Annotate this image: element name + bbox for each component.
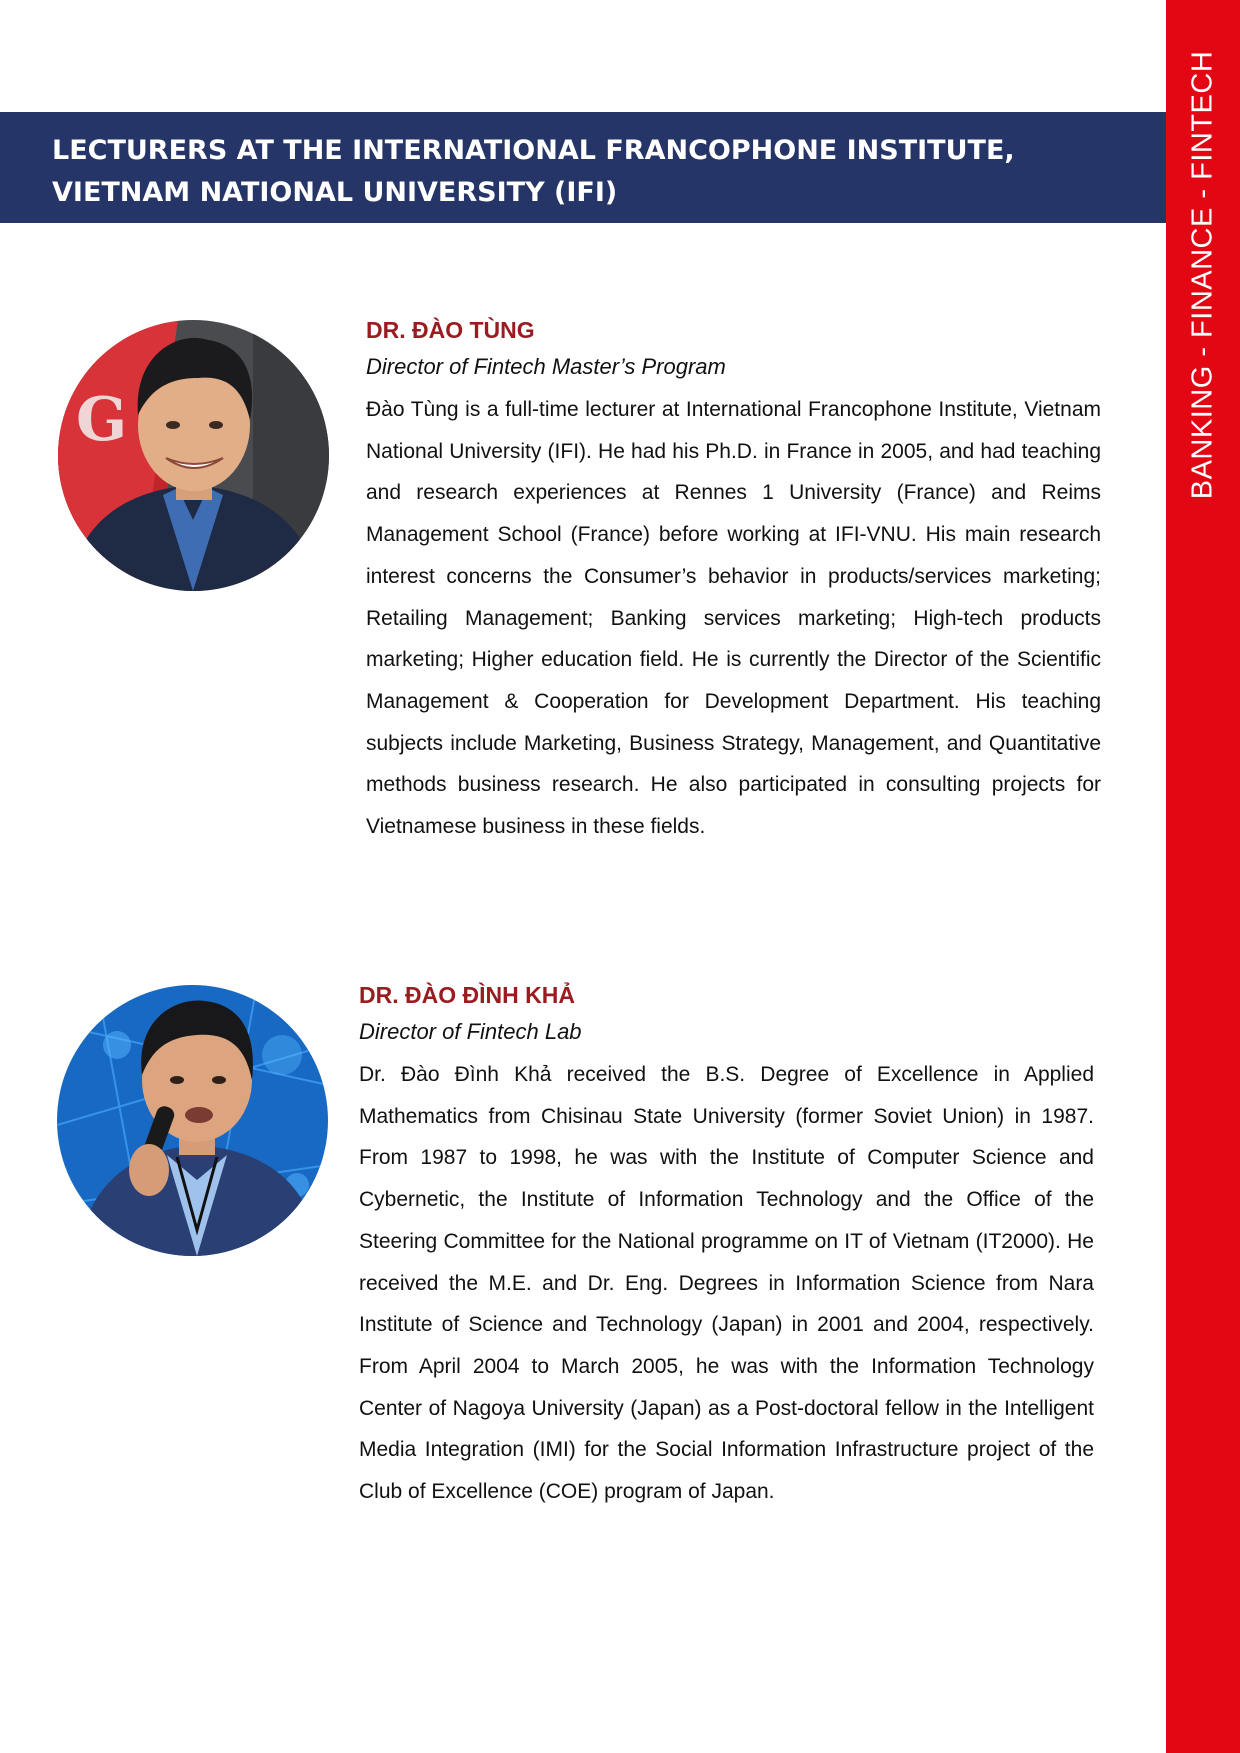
lecturer-role: Director of Fintech Lab xyxy=(359,1019,582,1044)
lecturer-bio: Đào Tùng is a full-time lecturer at International Francophone Institute, Vietnam National University (IFI). He had his Ph.D. in France in 2005, and had teaching and research experiences at Rennes 1 University (France) and Reims Management School (France) before working at IFI-VNU. His main research interest concerns the Consumer’s behavior in products/services marketing; Retailing Management; Banking services marketing; High-tech products marketing; Higher education field. He is currently the Director of the Scientific Management & Cooperation for Development Department. His teaching subjects include Marketing, Business Strategy, Management, and Quantitative methods business research. He also participated in consulting projects for Vietnamese business in these fields. xyxy=(366,398,1101,839)
svg-text:G: G xyxy=(76,385,128,455)
page-title: LECTURERS AT THE INTERNATIONAL FRANCOPHONE INSTITUTE, VIETNAM NATIONAL UNIVERSITY (IFI) xyxy=(52,135,1015,208)
lecturer-name: DR. ĐÀO ĐÌNH KHẢ xyxy=(359,982,575,1008)
lecturer-role: Director of Fintech Master’s Program xyxy=(366,354,726,379)
lecturer-bio: Dr. Đào Đình Khả received the B.S. Degree of Excellence in Applied Mathematics from Chisinau State University (former Soviet Union) in 1987. From 1987 to 1998, he was with the Institute of Computer Science and Cybernetic, the Institute of Information Technology and the Office of the Steering Committee for the National programme on IT of Vietnam (IT2000). He received the M.E. and Dr. Eng. Degrees in Information Science from Nara Institute of Science and Technology (Japan) in 2001 and 2004, respectively. From April 2004 to March 2005, he was with the Information Technology Center of Nagoya University (Japan) as a Post-doctoral fellow in the Intelligent Media Integration (IMI) for the Social Information Infrastructure project of the Club of Excellence (COE) program of Japan. xyxy=(359,1063,1094,1504)
lecturer-photo-dao-tung xyxy=(58,320,329,591)
sidebar-label: BANKING - FINANCE - FINTECH xyxy=(1186,50,1219,500)
lecturer-photo-dao-dinh-kha xyxy=(57,985,328,1256)
sidebar-label-container xyxy=(1166,0,1240,1753)
lecturer-name: DR. ĐÀO TÙNG xyxy=(366,317,535,343)
